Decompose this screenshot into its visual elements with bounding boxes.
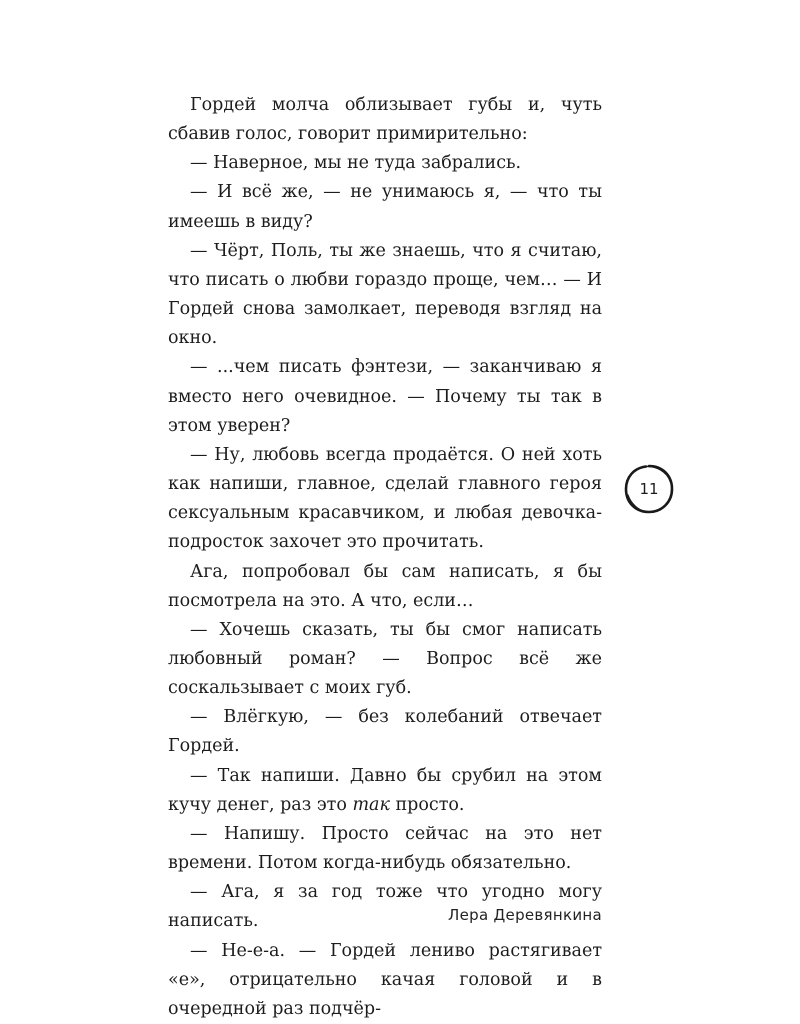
paragraph-6: — Ну, любовь всегда продаётся. О ней хоть как напиши, главное, сделай главного героя сексуальным красавчиком, и любая девочка-подросток захочет это прочитать. <box>168 444 602 553</box>
paragraph-9: — Влёгкую, — без колебаний отвечает Гордей. <box>168 707 602 757</box>
paragraph-10 <box>168 762 602 820</box>
paragraph-11: — Напишу. Просто сейчас на это нет времени. Потом когда-нибудь обязательно. <box>168 823 602 874</box>
paragraph-13: — Не-е-а. — Гордей лениво растягивает «е», отрицательно качая головой и в очередной раз подчёр- <box>168 940 602 1019</box>
paragraph-5: — ...чем писать фэнтези, — заканчиваю я вместо него очевидное. — Почему ты так в этом уверен? <box>168 357 602 436</box>
paragraph-7: Ага, попробовал бы сам написать, я бы посмотрела на это. А что, если… <box>168 561 602 611</box>
paragraph-8: — Хочешь сказать, ты бы смог написать любовный роман? — Вопрос всё же соскальзывает с моих губ. <box>168 619 602 699</box>
body-text <box>168 91 602 1024</box>
paragraph-4: — Чёрт, Поль, ты же знаешь, что я считаю, что писать о любви гораздо проще, чем… — И Гордей снова замолкает, переводя взгляд на окно. <box>168 240 602 349</box>
paragraph-1: Гордей молча облизывает губы и, чуть сбавив голос, говорит примирительно: <box>168 95 602 145</box>
page-number-badge <box>622 462 676 516</box>
footer-author: Лера Деревянкина <box>448 906 602 924</box>
paragraph-10-after: просто. <box>389 794 465 815</box>
paragraph-2: — Наверное, мы не туда забрались. <box>190 153 522 174</box>
paragraph-12: — Ага, я за год тоже что угодно могу написать. <box>168 882 602 932</box>
paragraph-3: — И всё же, — не унимаюсь я, — что ты имеешь в виду? <box>168 182 602 232</box>
paragraph-10-emphasis: так <box>352 794 390 815</box>
paragraph-10-before: — Так напиши. Давно бы срубил на этом кучу денег, раз это <box>168 765 602 815</box>
page-number: 11 <box>639 480 659 498</box>
